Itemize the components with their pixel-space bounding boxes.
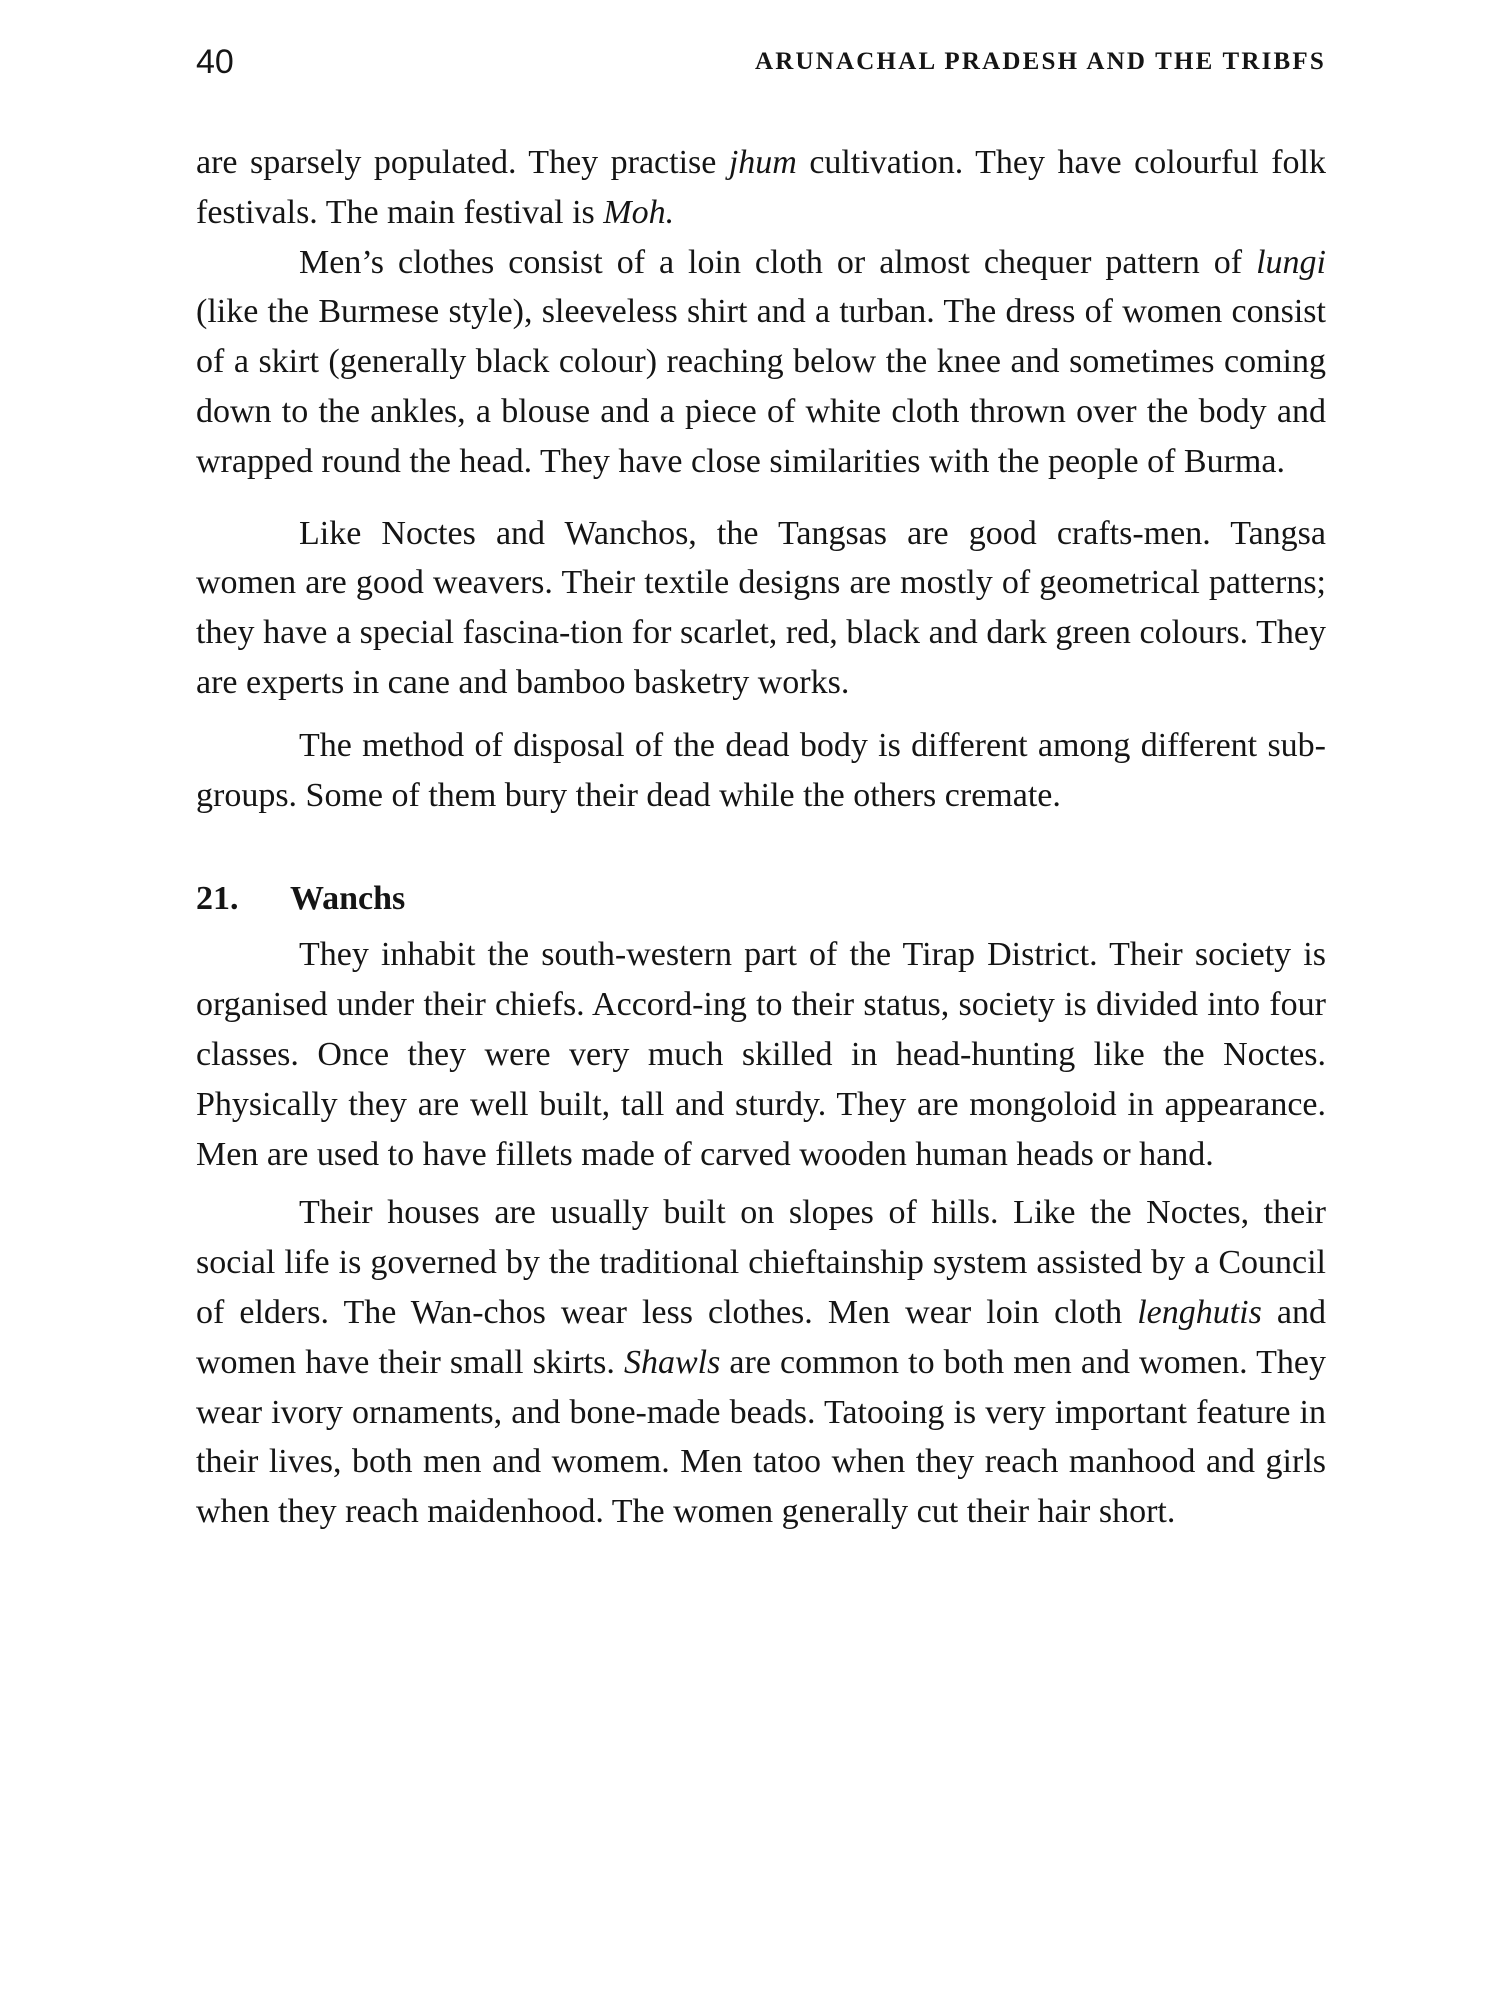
page-number: 40	[196, 43, 234, 81]
text-run: Their houses are usually built on slopes of hills. Like the Noctes, their social life is governed by the traditional chieftainship system assisted by a Council of elders. The Wan-chos wear less clothes. Men wear loin cloth	[196, 1194, 1326, 1331]
paragraph-clothes	[196, 238, 1326, 487]
paragraph-houses	[196, 1188, 1326, 1537]
term-lenghutis: lenghutis	[1137, 1293, 1262, 1331]
running-title: ARUNACHAL PRADESH AND THE TRIBFS	[755, 48, 1326, 75]
text-run: cultivation. They have colourful folk festivals. The main festival is	[196, 144, 1326, 231]
running-head	[196, 42, 1326, 82]
section-heading	[196, 874, 1326, 924]
section-number: 21.	[196, 880, 239, 918]
text-run: and women have their small skirts.	[196, 1293, 1326, 1381]
paragraph-continuation	[196, 138, 1326, 238]
paragraph-crafts: Like Noctes and Wanchos, the Tangsas are good crafts-men. Tangsa women are good weavers. Their textile designs are mostly of geometrical patterns; they have a special fascina-tion for scarlet, red, black and dark green colours. They are experts in cane and bamboo basketry works.	[196, 514, 1326, 701]
term-moh: Moh.	[603, 193, 675, 231]
text-run: are sparsely populated. They practise	[196, 144, 729, 181]
text-run: are common to both men and women. They wear ivory ornaments, and bone-made beads. Tatooing is very important feature in their lives, both men and womem. Men tatoo when they reach manhood and girls when they reach maidenhood. The women generally cut their hair short.	[196, 1343, 1327, 1531]
term-jhum: jhum	[728, 144, 797, 181]
term-lungi: lungi	[1256, 243, 1326, 281]
paragraph-disposal: The method of disposal of the dead body is different among different sub-groups. Some of them bury their dead while the others cremate.	[196, 726, 1326, 814]
body-text	[196, 138, 1326, 1537]
text-run: (like the Burmese style), sleeveless shirt and a turban. The dress of women consist of a skirt (generally black colour) reaching below the knee and sometimes coming down to the ankles, a blouse and a piece of white cloth thrown over the body and wrapped round the head. They have close similarities with the people of Burma.	[196, 293, 1326, 480]
paragraph-habitat: They inhabit the south-western part of the Tirap District. Their society is organised under their chiefs. Accord-ing to their status, society is divided into four classes. Once they were very much skilled in head-hunting like the Noctes. Physically they are well built, tall and sturdy. They are mongoloid in appearance. Men are used to have fillets made of carved wooden human heads or hand.	[196, 936, 1326, 1173]
term-shawls: Shawls	[623, 1343, 721, 1381]
section-title: Wanchs	[290, 880, 406, 918]
text-run: Men’s clothes consist of a loin cloth or almost chequer pattern of	[299, 243, 1257, 281]
